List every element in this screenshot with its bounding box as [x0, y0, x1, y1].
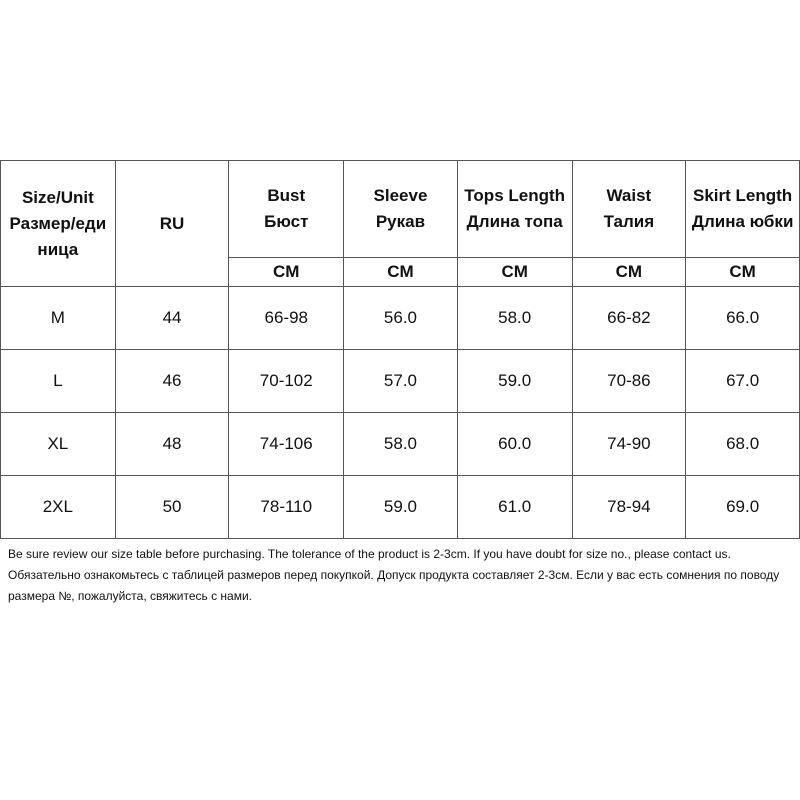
header-line: Размер/еди [9, 213, 107, 233]
unit-cell: CM [686, 258, 800, 287]
waist-cell: 74-90 [572, 413, 686, 476]
header-line: Skirt Length [693, 186, 793, 205]
size-note-russian: Обязательно ознакомьтесь с таблицей размеров перед покупкой. Допуск продукта составляет 2-3см. Если у вас есть сомнения по поводу размера №, пожалуйста, свяжитесь с нами. [8, 568, 780, 603]
header-line: Sleeve [373, 186, 428, 205]
header-size-unit [1, 161, 116, 287]
sleeve-cell: 56.0 [344, 287, 458, 350]
header-line: Талия [603, 212, 655, 231]
table-row [1, 350, 800, 413]
size-cell: 2XL [1, 476, 116, 539]
skirt-length-cell: 66.0 [686, 287, 800, 350]
unit-cell: CM [572, 258, 686, 287]
header-line: ница [37, 239, 79, 259]
header-line: Рукав [375, 212, 426, 231]
header-bust [229, 161, 344, 258]
tops-length-cell: 59.0 [457, 350, 572, 413]
header-line: RU [159, 213, 185, 233]
table-row [1, 476, 800, 539]
header-waist [572, 161, 686, 258]
header-row [1, 161, 800, 258]
unit-cell: CM [344, 258, 458, 287]
skirt-length-cell: 67.0 [686, 350, 800, 413]
header-line: Bust [267, 186, 306, 205]
header-tops-length [457, 161, 572, 258]
header-line: Длина юбки [691, 212, 794, 231]
skirt-length-cell: 69.0 [686, 476, 800, 539]
header-line: Waist [606, 186, 652, 205]
tops-length-cell: 60.0 [457, 413, 572, 476]
ru-cell: 48 [115, 413, 229, 476]
size-note-english: Be sure review our size table before purchasing. The tolerance of the product is 2-3cm. If you have doubt for size no., please contact us. [8, 547, 731, 561]
unit-cell: CM [229, 258, 344, 287]
table-row [1, 287, 800, 350]
bust-cell: 74-106 [229, 413, 344, 476]
size-table [0, 160, 800, 539]
tops-length-cell: 58.0 [457, 287, 572, 350]
tops-length-cell: 61.0 [457, 476, 572, 539]
bust-cell: 70-102 [229, 350, 344, 413]
header-line: Бюст [264, 212, 309, 231]
ru-cell: 44 [115, 287, 229, 350]
size-note [8, 544, 798, 607]
bust-cell: 78-110 [229, 476, 344, 539]
bust-cell: 66-98 [229, 287, 344, 350]
unit-cell: CM [457, 258, 572, 287]
waist-cell: 78-94 [572, 476, 686, 539]
skirt-length-cell: 68.0 [686, 413, 800, 476]
ru-cell: 50 [115, 476, 229, 539]
sleeve-cell: 58.0 [344, 413, 458, 476]
size-cell: XL [1, 413, 116, 476]
header-line: Длина топа [466, 212, 563, 231]
header-ru [115, 161, 229, 287]
waist-cell: 66-82 [572, 287, 686, 350]
table-row [1, 413, 800, 476]
ru-cell: 46 [115, 350, 229, 413]
sleeve-cell: 57.0 [344, 350, 458, 413]
header-line: Size/Unit [21, 187, 94, 207]
sleeve-cell: 59.0 [344, 476, 458, 539]
size-cell: L [1, 350, 116, 413]
size-cell: M [1, 287, 116, 350]
header-line: Tops Length [464, 186, 566, 205]
header-sleeve [344, 161, 458, 258]
header-skirt-length [686, 161, 800, 258]
waist-cell: 70-86 [572, 350, 686, 413]
